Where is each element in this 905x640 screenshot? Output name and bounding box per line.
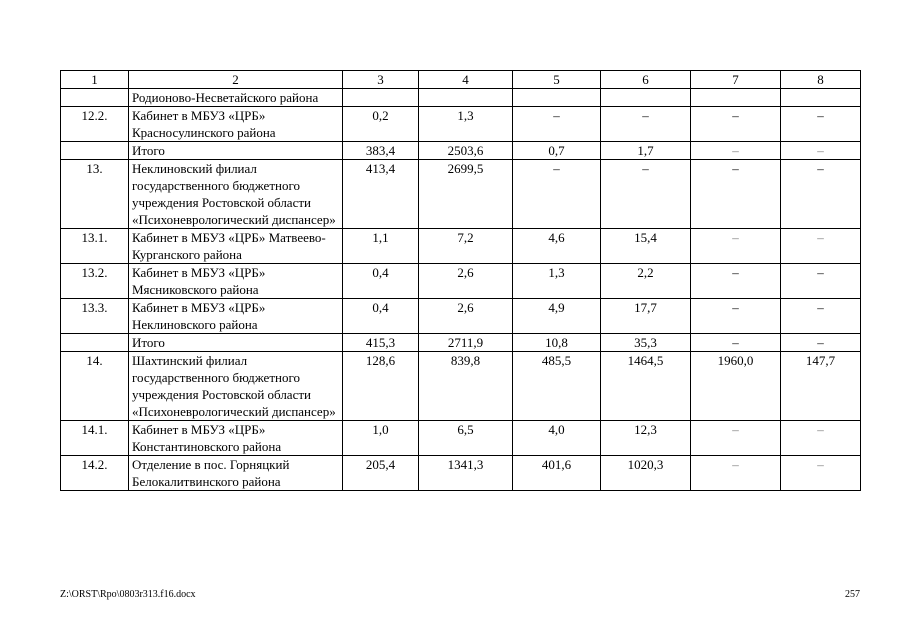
value-cell: – <box>781 456 861 491</box>
row-number-cell: 14.2. <box>61 456 129 491</box>
table-row <box>61 264 861 299</box>
table-header-row <box>61 71 861 89</box>
value-cell: 147,7 <box>781 352 861 421</box>
value-cell <box>419 89 513 107</box>
value-cell: 1341,3 <box>419 456 513 491</box>
value-cell: 12,3 <box>601 421 691 456</box>
value-cell: – <box>781 107 861 142</box>
value-cell <box>781 89 861 107</box>
row-name-cell: Кабинет в МБУЗ «ЦРБ» Красносулинского района <box>129 107 343 142</box>
table-row <box>61 142 861 160</box>
row-name-cell: Отделение в пос. Горняцкий Белокалитвинского района <box>129 456 343 491</box>
value-cell: – <box>781 160 861 229</box>
row-number-cell: 13.2. <box>61 264 129 299</box>
value-cell: 2,2 <box>601 264 691 299</box>
value-cell: – <box>691 142 781 160</box>
row-number-cell <box>61 334 129 352</box>
value-cell: 383,4 <box>343 142 419 160</box>
value-cell: – <box>513 160 601 229</box>
row-name-cell: Кабинет в МБУЗ «ЦРБ» Константиновского района <box>129 421 343 456</box>
row-name-cell: Итого <box>129 142 343 160</box>
value-cell: 1464,5 <box>601 352 691 421</box>
row-number-cell: 12.2. <box>61 107 129 142</box>
value-cell: 2699,5 <box>419 160 513 229</box>
value-cell: 35,3 <box>601 334 691 352</box>
value-cell: 1,7 <box>601 142 691 160</box>
table-row <box>61 421 861 456</box>
value-cell: 1,3 <box>419 107 513 142</box>
row-number-cell: 14.1. <box>61 421 129 456</box>
value-cell: 415,3 <box>343 334 419 352</box>
value-cell: 2,6 <box>419 299 513 334</box>
value-cell: 4,0 <box>513 421 601 456</box>
row-name-cell: Кабинет в МБУЗ «ЦРБ» Мясниковского района <box>129 264 343 299</box>
table-row <box>61 229 861 264</box>
footer-file-path: Z:\ORST\Rpo\0803r313.f16.docx <box>60 589 196 600</box>
table-row <box>61 456 861 491</box>
value-cell: – <box>691 107 781 142</box>
row-number-cell: 13. <box>61 160 129 229</box>
value-cell: 1020,3 <box>601 456 691 491</box>
row-number-cell: 14. <box>61 352 129 421</box>
column-header: 6 <box>601 71 691 89</box>
value-cell: – <box>513 107 601 142</box>
column-header: 7 <box>691 71 781 89</box>
row-number-cell <box>61 89 129 107</box>
value-cell: 7,2 <box>419 229 513 264</box>
value-cell: 1,3 <box>513 264 601 299</box>
row-number-cell: 13.1. <box>61 229 129 264</box>
value-cell: – <box>781 334 861 352</box>
value-cell: – <box>691 456 781 491</box>
value-cell: 2503,6 <box>419 142 513 160</box>
row-number-cell: 13.3. <box>61 299 129 334</box>
value-cell: – <box>691 334 781 352</box>
value-cell: – <box>691 421 781 456</box>
value-cell: 2,6 <box>419 264 513 299</box>
value-cell: – <box>691 264 781 299</box>
table-row <box>61 89 861 107</box>
value-cell: 1,0 <box>343 421 419 456</box>
value-cell: 401,6 <box>513 456 601 491</box>
value-cell <box>513 89 601 107</box>
table-row <box>61 107 861 142</box>
value-cell: – <box>691 229 781 264</box>
value-cell: 0,7 <box>513 142 601 160</box>
value-cell <box>601 89 691 107</box>
value-cell: – <box>781 142 861 160</box>
value-cell: – <box>781 264 861 299</box>
value-cell <box>691 89 781 107</box>
table-row <box>61 334 861 352</box>
row-name-cell: Кабинет в МБУЗ «ЦРБ» Матвеево-Курганского района <box>129 229 343 264</box>
value-cell: – <box>601 160 691 229</box>
value-cell: 4,9 <box>513 299 601 334</box>
row-number-cell <box>61 142 129 160</box>
value-cell: 0,2 <box>343 107 419 142</box>
value-cell: – <box>691 299 781 334</box>
value-cell: 205,4 <box>343 456 419 491</box>
value-cell: 10,8 <box>513 334 601 352</box>
value-cell: 485,5 <box>513 352 601 421</box>
value-cell: 0,4 <box>343 264 419 299</box>
value-cell: 128,6 <box>343 352 419 421</box>
column-header: 3 <box>343 71 419 89</box>
row-name-cell: Шахтинский филиал государственного бюджетного учреждения Ростовской области «Психоневрологический диспансер» <box>129 352 343 421</box>
row-name-cell: Кабинет в МБУЗ «ЦРБ» Неклиновского района <box>129 299 343 334</box>
value-cell: – <box>781 299 861 334</box>
value-cell: – <box>691 160 781 229</box>
value-cell: 0,4 <box>343 299 419 334</box>
value-cell <box>343 89 419 107</box>
table-row <box>61 160 861 229</box>
value-cell: – <box>781 421 861 456</box>
column-header: 1 <box>61 71 129 89</box>
value-cell: 17,7 <box>601 299 691 334</box>
row-name-cell: Родионово-Несветайского района <box>129 89 343 107</box>
value-cell: 1960,0 <box>691 352 781 421</box>
table-row <box>61 352 861 421</box>
column-header: 2 <box>129 71 343 89</box>
value-cell: 15,4 <box>601 229 691 264</box>
row-name-cell: Итого <box>129 334 343 352</box>
value-cell: – <box>781 229 861 264</box>
column-header: 8 <box>781 71 861 89</box>
column-header: 5 <box>513 71 601 89</box>
value-cell: 2711,9 <box>419 334 513 352</box>
value-cell: – <box>601 107 691 142</box>
value-cell: 4,6 <box>513 229 601 264</box>
value-cell: 1,1 <box>343 229 419 264</box>
data-table <box>60 70 861 491</box>
value-cell: 413,4 <box>343 160 419 229</box>
table-body <box>61 71 861 491</box>
column-header: 4 <box>419 71 513 89</box>
table-row <box>61 299 861 334</box>
footer-page-number: 257 <box>845 589 860 600</box>
value-cell: 839,8 <box>419 352 513 421</box>
value-cell: 6,5 <box>419 421 513 456</box>
row-name-cell: Неклиновский филиал государственного бюджетного учреждения Ростовской области «Психоневрологический диспансер» <box>129 160 343 229</box>
